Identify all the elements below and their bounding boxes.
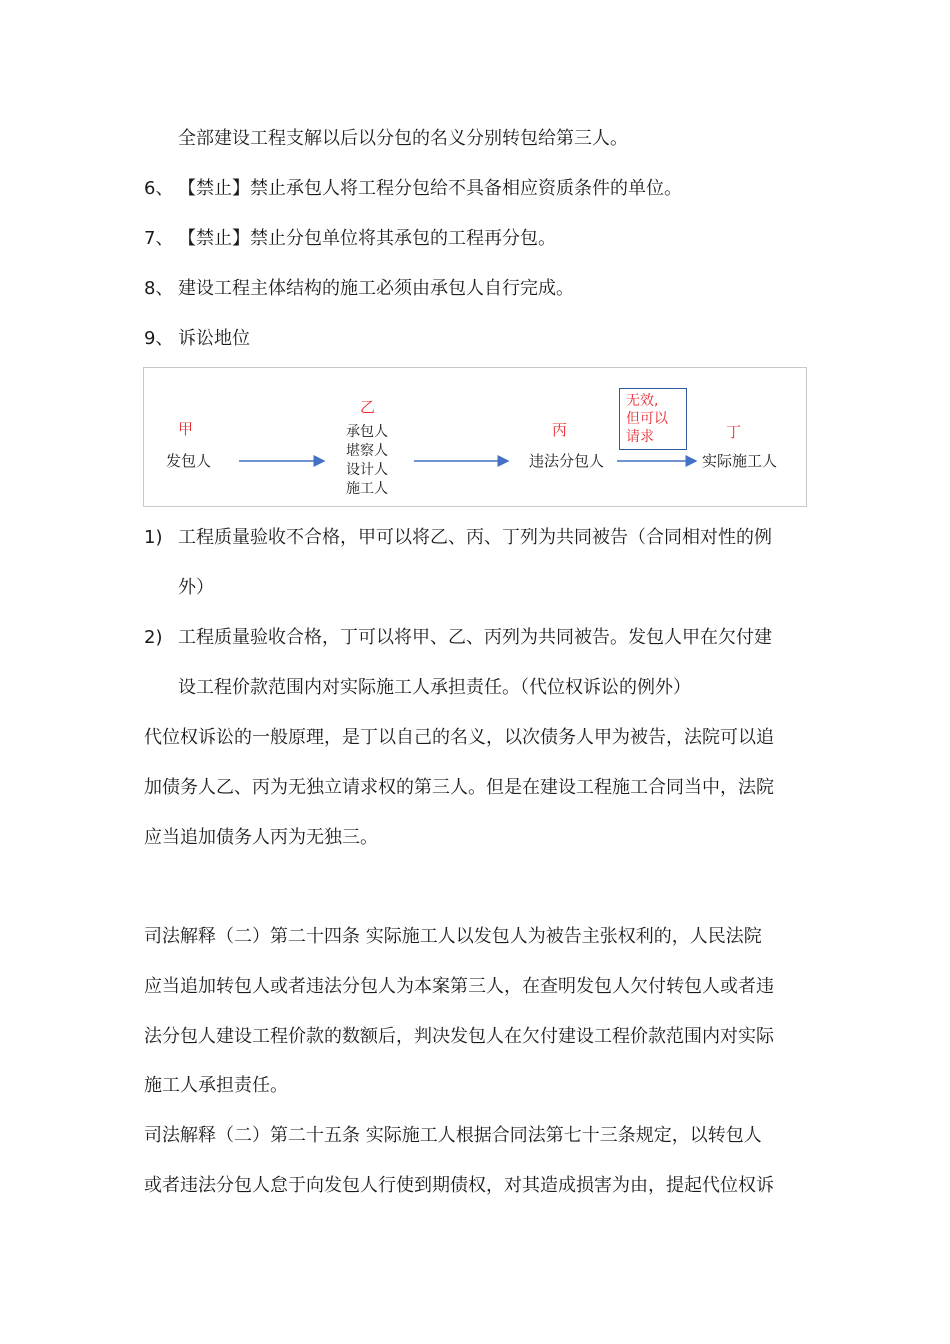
text-line: 设工程价款范围内对实际施工人承担责任。（代位权诉讼的例外）	[178, 677, 691, 698]
text-line: 外）	[178, 577, 214, 598]
text-line: 应当追加债务人丙为无独三。	[144, 827, 378, 848]
text-line: 法分包人建设工程价款的数额后，判决发包人在欠付建设工程价款范围内对实际	[144, 1026, 774, 1047]
text-line: 代位权诉讼的一般原理，是丁以自己的名义，以次债务人甲为被告，法院可以追	[144, 727, 774, 748]
list-marker: 1)	[144, 527, 163, 548]
party-bing-label: 丙	[552, 421, 568, 439]
list-marker: 6、	[144, 178, 174, 199]
party-ding-label: 丁	[726, 423, 742, 441]
invalid-note-box: 无效, 但可以 请求	[619, 388, 687, 450]
party-jia-role: 发包人	[166, 452, 212, 470]
list-marker: 2)	[144, 627, 163, 648]
litigation-diagram	[143, 367, 807, 507]
text-line: 加债务人乙、丙为无独立请求权的第三人。但是在建设工程施工合同当中，法院	[144, 777, 774, 798]
list-marker: 9、	[144, 328, 174, 349]
text-line: 司法解释（二）第二十四条 实际施工人以发包人为被告主张权利的，人民法院	[144, 926, 762, 947]
diagram-arrows	[144, 368, 808, 508]
party-yi-roles: 承包人 堪察人 设计人 施工人	[346, 424, 388, 497]
list-item-1: 1) 工程质量验收不合格，甲可以将乙、丙、丁列为共同被告（合同相对性的例	[144, 525, 772, 551]
text-line: 司法解释（二）第二十五条 实际施工人根据合同法第七十三条规定，以转包人	[144, 1125, 762, 1146]
list-marker: 8、	[144, 278, 174, 299]
party-ding-role: 实际施工人	[702, 452, 778, 470]
party-yi-label: 乙	[360, 398, 376, 416]
party-bing-role: 违法分包人	[529, 452, 605, 470]
list-item-8: 8、 建设工程主体结构的施工必须由承包人自行完成。	[144, 276, 574, 302]
text-line: 应当追加转包人或者违法分包人为本案第三人，在查明发包人欠付转包人或者违	[144, 976, 774, 997]
text-line: 或者违法分包人怠于向发包人行使到期债权，对其造成损害为由，提起代位权诉	[144, 1175, 774, 1196]
list-item-2: 2) 工程质量验收合格，丁可以将甲、乙、丙列为共同被告。发包人甲在欠付建	[144, 625, 772, 651]
list-marker: 7、	[144, 228, 174, 249]
list-item-9: 9、 诉讼地位	[144, 326, 250, 352]
text-line: 全部建设工程支解以后以分包的名义分别转包给第三人。	[178, 128, 628, 149]
text-line: 施工人承担责任。	[144, 1075, 288, 1096]
list-item-7: 7、 【禁止】禁止分包单位将其承包的工程再分包。	[144, 226, 556, 252]
party-jia-label: 甲	[178, 420, 194, 438]
list-item-6: 6、 【禁止】禁止承包人将工程分包给不具备相应资质条件的单位。	[144, 176, 682, 202]
